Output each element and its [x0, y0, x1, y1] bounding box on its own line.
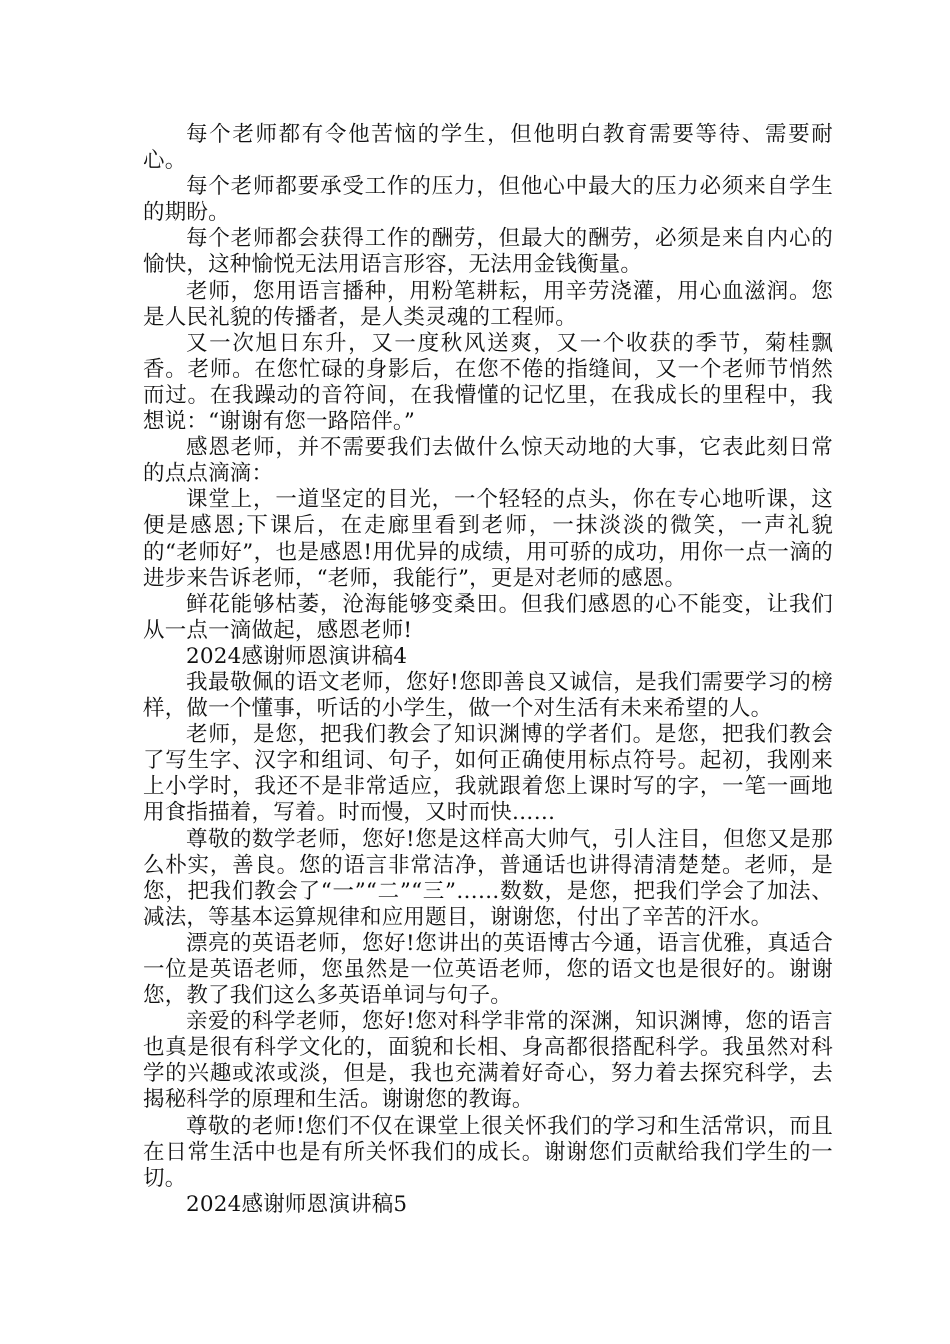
paragraph: 每个老师都有令他苦恼的学生，但他明白教育需要等待、需要耐心。: [143, 122, 833, 174]
paragraph: 尊敬的老师!您们不仅在课堂上很关怀我们的学习和生活常识，而且在日常生活中也是有所关怀我们的成长。谢谢您们贡献给我们学生的一切。: [143, 1113, 833, 1191]
paragraph: 每个老师都要承受工作的压力，但他心中最大的压力必须来自学生的期盼。: [143, 174, 833, 226]
paragraph: 感恩老师，并不需要我们去做什么惊天动地的大事，它表此刻日常的点点滴滴：: [143, 435, 833, 487]
section-heading: 2024感谢师恩演讲稿4: [186, 643, 408, 669]
paragraph: 又一次旭日东升，又一度秋风送爽，又一个收获的季节，菊桂飘香。老师。在您忙碌的身影后，在您不倦的指缝间，又一个老师节悄然而过。在我躁动的音符间，在我懵懂的记忆里，在我成长的里程中，我想说：“谢谢有您一路陪伴。”: [143, 330, 833, 435]
paragraph: 亲爱的科学老师，您好!您对科学非常的深渊，知识渊博，您的语言也真是很有科学文化的，面貌和长相、身高都很搭配科学。我虽然对科学的兴趣或浓或淡，但是，我也充满着好奇心，努力着去探究科学，去揭秘科学的原理和生活。谢谢您的教诲。: [143, 1009, 833, 1113]
paragraph: 尊敬的数学老师，您好!您是这样高大帅气，引人注目，但您又是那么朴实，善良。您的语言非常洁净，普通话也讲得清清楚楚。老师，是您，把我们教会了“一”“二”“三”……数数，是您，把我们学会了加法、减法，等基本运算规律和应用题目，谢谢您，付出了辛苦的汗水。: [143, 826, 833, 930]
paragraph: 老师，您用语言播种，用粉笔耕耘，用辛劳浇灌，用心血滋润。您是人民礼貌的传播者，是人类灵魂的工程师。: [143, 278, 833, 330]
paragraph: 我最敬佩的语文老师，您好!您即善良又诚信，是我们需要学习的榜样，做一个懂事，听话的小学生，做一个对生活有未来希望的人。: [143, 669, 833, 722]
paragraph: 漂亮的英语老师，您好!您讲出的英语博古今通，语言优雅，真适合一位是英语老师，您虽然是一位英语老师，您的语文也是很好的。谢谢您，教了我们这么多英语单词与句子。: [143, 930, 833, 1009]
section-heading: 2024感谢师恩演讲稿5: [186, 1191, 408, 1217]
paragraph: 鲜花能够枯萎，沧海能够变桑田。但我们感恩的心不能变，让我们从一点一滴做起，感恩老师!: [143, 591, 833, 643]
paragraph: 每个老师都会获得工作的酬劳，但最大的酬劳，必须是来自内心的愉快，这种愉悦无法用语言形容，无法用金钱衡量。: [143, 226, 833, 278]
paragraph: 课堂上，一道坚定的目光，一个轻轻的点头，你在专心地听课，这便是感恩;下课后，在走廊里看到老师，一抹淡淡的微笑，一声礼貌的“老师好”，也是感恩!用优异的成绩，用可骄的成功，用你一点一滴的进步来告诉老师，“老师，我能行”，更是对老师的感恩。: [143, 487, 833, 591]
document-page: [143, 122, 833, 1218]
paragraph: 老师，是您，把我们教会了知识渊博的学者们。是您，把我们教会了写生字、汉字和组词、句子，如何正确使用标点符号。起初，我刚来上小学时，我还不是非常适应，我就跟着您上课时写的字，一笔一画地用食指描着，写着。时而慢，又时而快……: [143, 722, 833, 826]
